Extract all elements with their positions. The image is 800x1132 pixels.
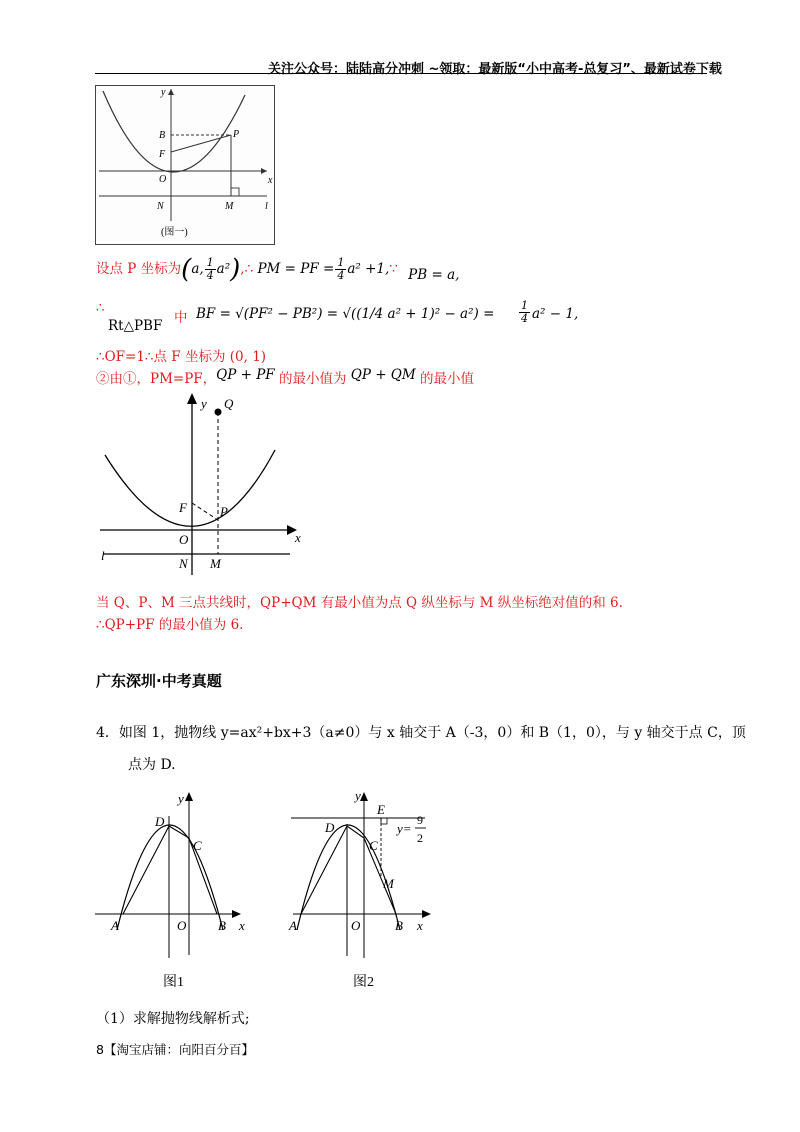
fig1-label-p: P: [233, 129, 240, 140]
solution-line-3: ∴OF=1∴点 F 坐标为 (0, 1): [96, 349, 267, 365]
solution-line-4-mid: 的最小值为: [274, 371, 351, 387]
solution-line-6: ∴QP+PF 的最小值为 6.: [96, 617, 244, 633]
figure-q4-one: [95, 790, 255, 990]
page-number: 8: [96, 1042, 104, 1057]
fig2-label-l: l: [101, 548, 105, 563]
fig1-label-f: F: [159, 149, 166, 160]
fig3-caption: 图1: [163, 975, 184, 990]
page-header: 关注公众号：陆陆高分冲刺 ~领取：最新版“小中高考-总复习”、最新试卷下载: [268, 62, 722, 77]
fig4-label-d: D: [325, 820, 335, 835]
solution-line-4-prefix: ②由①，PM=PF，: [96, 371, 217, 387]
fig3-label-c: C: [193, 838, 202, 853]
fig3-label-x: x: [239, 918, 245, 933]
because-symbol: ∵: [389, 261, 398, 277]
footer: [96, 1040, 254, 1058]
pb-eq: PB = a,: [408, 267, 460, 283]
figure-one: [95, 85, 275, 245]
question-4-part-1: （1）求解抛物线解析式;: [96, 1011, 250, 1027]
header-rule: [95, 73, 707, 74]
point-tail: a²: [216, 261, 231, 277]
fig2-label-n: N: [179, 556, 188, 571]
pm-fraction: $\frac{1}{4}$: [337, 256, 345, 282]
shop-name: 【淘宝店铺：向阳百分百】: [103, 1042, 254, 1057]
fig4-label-b: B: [395, 918, 403, 933]
expr-qp-qm: QP + QM: [350, 367, 416, 383]
fig4-label-c: C: [369, 838, 378, 853]
fig1-label-o: O: [159, 174, 167, 185]
fig2-label-q: Q: [224, 396, 234, 411]
fig1-label-b: B: [159, 130, 166, 141]
figure-two: [95, 390, 310, 575]
fig3-label-d: D: [155, 814, 165, 829]
point-a: a,: [191, 261, 204, 277]
fig1-label-m: M: [225, 201, 234, 212]
fig3-label-o: O: [177, 918, 187, 933]
solution-line-1: 设点 P 坐标为(a, $\frac{1}{4}$ a²),∴ PM = PF = $\frac{1}{4}$ a² +1,∵ PB = a,: [96, 254, 460, 285]
point-fraction: $\frac{1}{4}$: [206, 256, 214, 282]
section-title: 广东深圳·中考真题: [96, 672, 222, 690]
fig2-label-o: O: [179, 532, 189, 547]
triangle-label: Rt△PBF: [108, 318, 163, 334]
fig3-label-b: B: [218, 918, 226, 933]
pm-tail: a² +1,: [347, 261, 390, 277]
fig3-label-a: A: [111, 918, 119, 933]
fig1-caption: (图一): [161, 227, 188, 238]
fig1-label-x: x: [268, 175, 273, 186]
fig4-caption: 图2: [353, 975, 374, 990]
fig2-label-f: F: [179, 500, 187, 515]
therefore-2: ∴: [96, 300, 105, 316]
fig2-label-y: y: [201, 396, 207, 411]
question-4-line-1: 4．如图 1，抛物线 y=ax²+bx+3（a≠0）与 x 轴交于 A（-3，0）和 B（1，0），与 y 轴交于点 C，顶: [96, 725, 746, 741]
fig1-label-n: N: [157, 201, 164, 212]
solution-line-2-mid: 中: [174, 310, 188, 326]
fig3-label-y: y: [178, 791, 184, 806]
bf-tail: a² − 1,: [532, 306, 579, 322]
fig4-label-x: x: [417, 918, 423, 933]
fig4-label-e: E: [377, 802, 385, 817]
fig4-label-num: 9: [417, 813, 423, 827]
fig1-label-l: l: [265, 201, 268, 212]
figure-q4-two: [285, 790, 445, 990]
expr-qp-pf: QP + PF: [216, 367, 275, 383]
solution-line-1-prefix: 设点 P 坐标为: [96, 261, 182, 277]
fig1-label-y: y: [161, 87, 166, 98]
fig4-label-a: A: [289, 918, 297, 933]
bf-fraction: $\frac{1}{4}$: [521, 299, 528, 325]
fig4-label-y: y: [355, 790, 361, 803]
solution-line-5: 当 Q、P、M 三点共线时，QP+QM 有最小值为点 Q 纵坐标与 M 纵坐标绝对值的和 6.: [96, 595, 623, 611]
solution-line-4: [96, 367, 474, 387]
question-4-line-2: 点为 D.: [128, 757, 176, 773]
fig4-label-m: M: [383, 876, 394, 891]
pm-eq: PM = PF =: [257, 261, 335, 277]
fig4-label-y-eq: y=: [397, 821, 412, 836]
therefore-1: ,∴: [240, 261, 258, 277]
bf-expression: BF = √(PF² − PB²) = √((1/4 a² + 1)² − a²) =: [196, 306, 495, 322]
fig2-label-x: x: [295, 530, 301, 545]
fig2-label-m: M: [210, 556, 221, 571]
solution-line-4-suffix: 的最小值: [415, 371, 474, 387]
fig4-label-o: O: [351, 918, 361, 933]
fig4-label-den: 2: [417, 831, 423, 845]
fig2-label-p: P: [220, 504, 228, 519]
